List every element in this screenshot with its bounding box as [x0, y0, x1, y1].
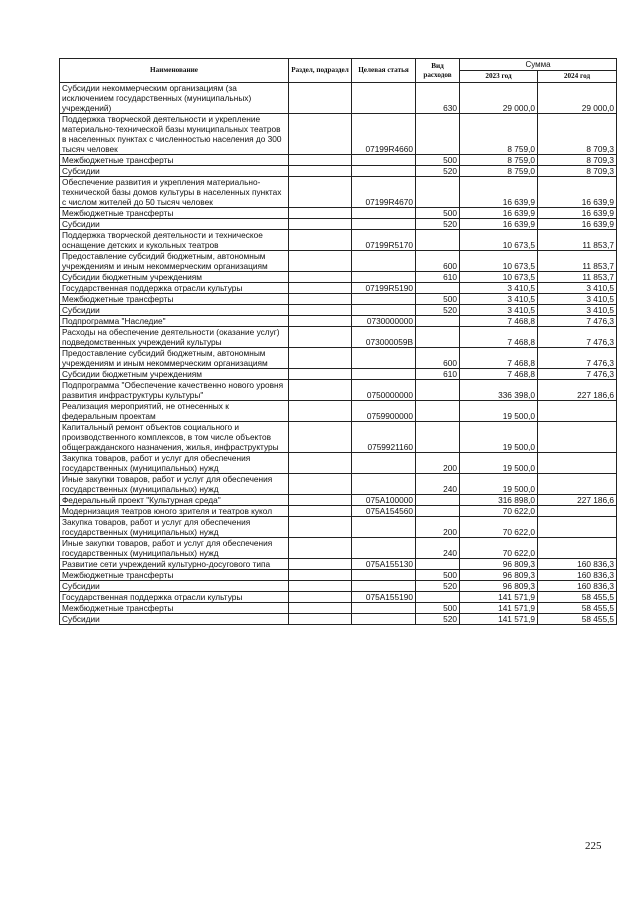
header-year-2023: 2023 год: [460, 71, 538, 83]
header-sum: Сумма: [460, 59, 617, 71]
table-row: [60, 422, 617, 453]
row-amount-2024: [538, 401, 617, 422]
row-amount-2024: 3 410,5: [538, 283, 617, 294]
row-target-article: 07199R5170: [352, 230, 416, 251]
row-amount-2023: 8 759,0: [460, 114, 538, 155]
row-name: Обеспечение развития и укрепления материально-технической базы домов культуры в населенных пунктах с числом жителей до 50 тысяч человек: [60, 177, 289, 208]
row-expense-type: 500: [416, 570, 460, 581]
row-name: Капитальный ремонт объектов социального и производственного комплексов, в том числе объектов общегражданского назначения, жилья, инфраструктуры: [60, 422, 289, 453]
row-amount-2023: 141 571,9: [460, 614, 538, 625]
row-section: [289, 83, 352, 114]
row-amount-2023: 316 898,0: [460, 495, 538, 506]
row-target-article: [352, 272, 416, 283]
row-expense-type: [416, 495, 460, 506]
table-row: [60, 495, 617, 506]
header-target: Целевая статья: [352, 59, 416, 83]
row-name: Федеральный проект "Культурная среда": [60, 495, 289, 506]
row-section: [289, 380, 352, 401]
table-row: [60, 177, 617, 208]
row-amount-2024: 58 455,5: [538, 614, 617, 625]
row-target-article: [352, 348, 416, 369]
header-year-2024: 2024 год: [538, 71, 617, 83]
header-name: Наименование: [60, 59, 289, 83]
table-row: [60, 83, 617, 114]
row-target-article: [352, 614, 416, 625]
row-name: Субсидии: [60, 305, 289, 316]
row-target-article: [352, 474, 416, 495]
row-expense-type: [416, 114, 460, 155]
row-amount-2024: 8 709,3: [538, 114, 617, 155]
row-amount-2024: 58 455,5: [538, 603, 617, 614]
row-amount-2023: 19 500,0: [460, 401, 538, 422]
row-name: Подпрограмма "Обеспечение качественно нового уровня развития инфраструктуры культуры": [60, 380, 289, 401]
table-row: [60, 208, 617, 219]
row-name: Межбюджетные трансферты: [60, 155, 289, 166]
row-name: Поддержка творческой деятельности и укрепление материально-технической базы муниципальных театров в населенных пунктах с численностью населения до 300 тысяч человек: [60, 114, 289, 155]
row-amount-2023: 16 639,9: [460, 177, 538, 208]
row-target-article: 0730000000: [352, 316, 416, 327]
row-amount-2024: 16 639,9: [538, 219, 617, 230]
row-target-article: [352, 155, 416, 166]
row-amount-2023: 7 468,8: [460, 369, 538, 380]
row-target-article: 0759921160: [352, 422, 416, 453]
row-expense-type: 500: [416, 155, 460, 166]
row-expense-type: 240: [416, 538, 460, 559]
row-name: Иные закупки товаров, работ и услуг для обеспечения государственных (муниципальных) нужд: [60, 474, 289, 495]
row-section: [289, 155, 352, 166]
row-section: [289, 581, 352, 592]
row-expense-type: 200: [416, 517, 460, 538]
row-section: [289, 230, 352, 251]
row-section: [289, 369, 352, 380]
row-section: [289, 453, 352, 474]
row-target-article: [352, 517, 416, 538]
row-name: Субсидии бюджетным учреждениям: [60, 369, 289, 380]
row-amount-2024: [538, 453, 617, 474]
row-expense-type: 520: [416, 219, 460, 230]
row-amount-2023: 3 410,5: [460, 283, 538, 294]
table-row: [60, 401, 617, 422]
row-target-article: 075А100000: [352, 495, 416, 506]
row-amount-2024: 7 476,3: [538, 369, 617, 380]
table-row: [60, 506, 617, 517]
row-amount-2023: 141 571,9: [460, 603, 538, 614]
row-name: Субсидии некоммерческим организациям (за исключением государственных (муниципальных) учреждений): [60, 83, 289, 114]
row-name: Межбюджетные трансферты: [60, 603, 289, 614]
row-target-article: [352, 453, 416, 474]
row-amount-2024: 7 476,3: [538, 316, 617, 327]
table-row: [60, 316, 617, 327]
row-name: Поддержка творческой деятельности и техническое оснащение детских и кукольных театров: [60, 230, 289, 251]
row-amount-2024: [538, 474, 617, 495]
row-target-article: 0750000000: [352, 380, 416, 401]
row-amount-2023: 10 673,5: [460, 251, 538, 272]
row-expense-type: [416, 177, 460, 208]
row-section: [289, 517, 352, 538]
row-amount-2024: 29 000,0: [538, 83, 617, 114]
row-target-article: [352, 603, 416, 614]
row-name: Субсидии: [60, 581, 289, 592]
row-section: [289, 219, 352, 230]
row-amount-2023: 19 500,0: [460, 422, 538, 453]
row-section: [289, 538, 352, 559]
row-name: Закупка товаров, работ и услуг для обеспечения государственных (муниципальных) нужд: [60, 517, 289, 538]
row-expense-type: 600: [416, 348, 460, 369]
row-amount-2024: 160 836,3: [538, 559, 617, 570]
row-name: Реализация мероприятий, не отнесенных к федеральным проектам: [60, 401, 289, 422]
row-section: [289, 272, 352, 283]
table-row: [60, 517, 617, 538]
row-target-article: 075А155130: [352, 559, 416, 570]
page-number: 225: [585, 840, 602, 852]
table-row: [60, 305, 617, 316]
row-amount-2023: 70 622,0: [460, 538, 538, 559]
table-row: [60, 380, 617, 401]
row-expense-type: 240: [416, 474, 460, 495]
row-section: [289, 283, 352, 294]
row-amount-2023: 7 468,8: [460, 316, 538, 327]
row-expense-type: [416, 380, 460, 401]
row-expense-type: [416, 559, 460, 570]
row-expense-type: 500: [416, 603, 460, 614]
row-section: [289, 316, 352, 327]
row-amount-2024: 227 186,6: [538, 495, 617, 506]
row-target-article: 07199R4670: [352, 177, 416, 208]
row-section: [289, 506, 352, 517]
row-expense-type: 610: [416, 272, 460, 283]
row-section: [289, 327, 352, 348]
table-header: [60, 59, 617, 83]
row-amount-2023: 70 622,0: [460, 517, 538, 538]
table-row: [60, 538, 617, 559]
row-expense-type: 500: [416, 294, 460, 305]
row-name: Государственная поддержка отрасли культуры: [60, 592, 289, 603]
row-name: Государственная поддержка отрасли культуры: [60, 283, 289, 294]
table-row: [60, 230, 617, 251]
row-section: [289, 305, 352, 316]
table-body: [60, 83, 617, 625]
row-expense-type: 520: [416, 614, 460, 625]
row-section: [289, 251, 352, 272]
row-amount-2023: 8 759,0: [460, 155, 538, 166]
row-section: [289, 559, 352, 570]
row-name: Межбюджетные трансферты: [60, 208, 289, 219]
row-target-article: [352, 538, 416, 559]
row-target-article: [352, 219, 416, 230]
row-amount-2024: 160 836,3: [538, 570, 617, 581]
row-section: [289, 495, 352, 506]
row-section: [289, 422, 352, 453]
row-amount-2024: 58 455,5: [538, 592, 617, 603]
row-section: [289, 592, 352, 603]
row-expense-type: 520: [416, 166, 460, 177]
row-expense-type: 520: [416, 581, 460, 592]
table-row: [60, 251, 617, 272]
header-type: Вид расходов: [416, 59, 460, 83]
row-target-article: [352, 570, 416, 581]
row-amount-2023: 7 468,8: [460, 348, 538, 369]
table-row: [60, 570, 617, 581]
row-expense-type: [416, 401, 460, 422]
table-row: [60, 348, 617, 369]
row-amount-2024: [538, 506, 617, 517]
row-expense-type: 630: [416, 83, 460, 114]
table-row: [60, 453, 617, 474]
row-section: [289, 177, 352, 208]
row-amount-2024: 8 709,3: [538, 155, 617, 166]
row-section: [289, 208, 352, 219]
row-target-article: [352, 294, 416, 305]
table-row: [60, 114, 617, 155]
table-row: [60, 614, 617, 625]
row-amount-2023: 10 673,5: [460, 272, 538, 283]
row-name: Субсидии: [60, 614, 289, 625]
row-section: [289, 348, 352, 369]
row-section: [289, 294, 352, 305]
table-row: [60, 327, 617, 348]
row-amount-2024: 8 709,3: [538, 166, 617, 177]
row-section: [289, 474, 352, 495]
row-name: Субсидии бюджетным учреждениям: [60, 272, 289, 283]
row-amount-2023: 141 571,9: [460, 592, 538, 603]
row-target-article: 07199R5190: [352, 283, 416, 294]
row-section: [289, 570, 352, 581]
table-row: [60, 559, 617, 570]
row-amount-2024: 227 186,6: [538, 380, 617, 401]
row-target-article: [352, 251, 416, 272]
row-target-article: 075А155190: [352, 592, 416, 603]
row-amount-2023: 16 639,9: [460, 208, 538, 219]
row-amount-2023: 3 410,5: [460, 294, 538, 305]
row-name: Развитие сети учреждений культурно-досугового типа: [60, 559, 289, 570]
row-amount-2024: 11 853,7: [538, 272, 617, 283]
table-row: [60, 155, 617, 166]
budget-table: [59, 58, 617, 625]
row-amount-2024: 11 853,7: [538, 230, 617, 251]
row-expense-type: [416, 316, 460, 327]
row-expense-type: 500: [416, 208, 460, 219]
row-amount-2023: 336 398,0: [460, 380, 538, 401]
row-name: Модернизация театров юного зрителя и театров кукол: [60, 506, 289, 517]
row-amount-2023: 70 622,0: [460, 506, 538, 517]
row-amount-2023: 3 410,5: [460, 305, 538, 316]
row-target-article: [352, 369, 416, 380]
table-row: [60, 166, 617, 177]
row-target-article: 073000059В: [352, 327, 416, 348]
row-amount-2023: 96 809,3: [460, 570, 538, 581]
row-target-article: 0759900000: [352, 401, 416, 422]
row-name: Расходы на обеспечение деятельности (оказание услуг) подведомственных учреждений культуры: [60, 327, 289, 348]
row-amount-2024: [538, 422, 617, 453]
row-amount-2024: 3 410,5: [538, 305, 617, 316]
row-amount-2023: 16 639,9: [460, 219, 538, 230]
row-section: [289, 114, 352, 155]
row-target-article: [352, 208, 416, 219]
row-name: Субсидии: [60, 166, 289, 177]
row-target-article: 075А154560: [352, 506, 416, 517]
row-name: Межбюджетные трансферты: [60, 294, 289, 305]
row-amount-2024: 7 476,3: [538, 348, 617, 369]
row-expense-type: 610: [416, 369, 460, 380]
row-section: [289, 401, 352, 422]
row-section: [289, 166, 352, 177]
row-expense-type: [416, 506, 460, 517]
row-expense-type: [416, 422, 460, 453]
row-amount-2024: [538, 517, 617, 538]
row-amount-2023: 19 500,0: [460, 453, 538, 474]
row-amount-2024: 11 853,7: [538, 251, 617, 272]
row-target-article: [352, 166, 416, 177]
row-amount-2024: 7 476,3: [538, 327, 617, 348]
row-expense-type: 200: [416, 453, 460, 474]
row-amount-2024: 3 410,5: [538, 294, 617, 305]
table-row: [60, 294, 617, 305]
table-row: [60, 592, 617, 603]
row-amount-2024: 16 639,9: [538, 208, 617, 219]
row-amount-2023: 10 673,5: [460, 230, 538, 251]
table-row: [60, 272, 617, 283]
row-target-article: 07199R4660: [352, 114, 416, 155]
row-target-article: [352, 581, 416, 592]
row-expense-type: 600: [416, 251, 460, 272]
table-row: [60, 474, 617, 495]
row-expense-type: [416, 230, 460, 251]
row-name: Предоставление субсидий бюджетным, автономным учреждениям и иным некоммерческим организациям: [60, 348, 289, 369]
row-name: Иные закупки товаров, работ и услуг для обеспечения государственных (муниципальных) нужд: [60, 538, 289, 559]
table-row: [60, 369, 617, 380]
header-section: Раздел, подраздел: [289, 59, 352, 83]
table-row: [60, 581, 617, 592]
row-expense-type: [416, 327, 460, 348]
row-amount-2024: [538, 538, 617, 559]
table-row: [60, 603, 617, 614]
row-expense-type: 520: [416, 305, 460, 316]
row-amount-2023: 7 468,8: [460, 327, 538, 348]
row-section: [289, 614, 352, 625]
row-amount-2024: 16 639,9: [538, 177, 617, 208]
table-row: [60, 283, 617, 294]
row-name: Подпрограмма "Наследие": [60, 316, 289, 327]
row-name: Предоставление субсидий бюджетным, автономным учреждениям и иным некоммерческим организациям: [60, 251, 289, 272]
row-expense-type: [416, 283, 460, 294]
row-expense-type: [416, 592, 460, 603]
row-amount-2023: 8 759,0: [460, 166, 538, 177]
row-name: Закупка товаров, работ и услуг для обеспечения государственных (муниципальных) нужд: [60, 453, 289, 474]
row-target-article: [352, 83, 416, 114]
row-amount-2023: 29 000,0: [460, 83, 538, 114]
row-amount-2023: 19 500,0: [460, 474, 538, 495]
row-amount-2023: 96 809,3: [460, 581, 538, 592]
row-section: [289, 603, 352, 614]
table-row: [60, 219, 617, 230]
row-name: Субсидии: [60, 219, 289, 230]
row-amount-2023: 96 809,3: [460, 559, 538, 570]
row-name: Межбюджетные трансферты: [60, 570, 289, 581]
row-target-article: [352, 305, 416, 316]
row-amount-2024: 160 836,3: [538, 581, 617, 592]
